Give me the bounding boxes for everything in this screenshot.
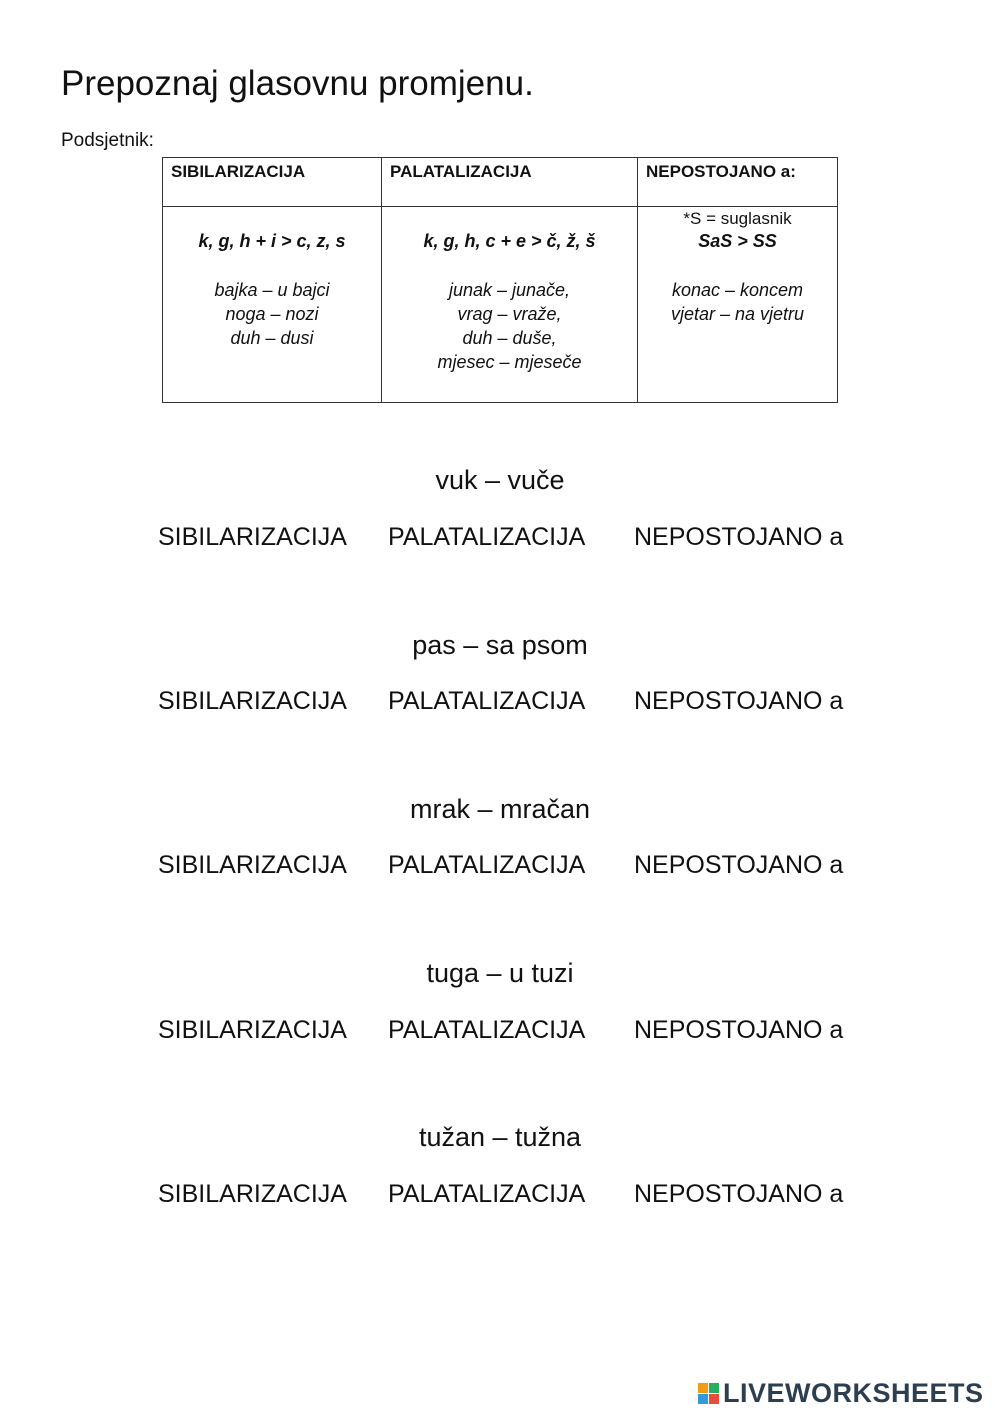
option-nepostojano-a[interactable]: NEPOSTOJANO a: [634, 523, 844, 551]
example: mjesec – mjeseče: [437, 352, 582, 372]
liveworksheets-logo[interactable]: [698, 1378, 984, 1409]
col-header-sibilarizacija: SIBILARIZACIJA: [163, 158, 382, 207]
logo-text: LIVEWORKSHEETS: [723, 1378, 984, 1408]
logo-tile: [698, 1394, 708, 1404]
option-nepostojano-a[interactable]: NEPOSTOJANO a: [634, 851, 844, 879]
rule-text: k, g, h, c + e > č, ž, š: [423, 231, 596, 251]
page-title: Prepoznaj glasovnu promjenu.: [61, 64, 534, 103]
example: vrag – vraže,: [457, 304, 562, 324]
note-text: *S = suglasnik: [683, 209, 792, 228]
option-sibilarizacija[interactable]: SIBILARIZACIJA: [158, 851, 347, 879]
question-word: mrak – mračan: [409, 794, 591, 824]
liveworksheets-grid-icon: [698, 1383, 719, 1404]
rule-text: k, g, h + i > c, z, s: [198, 231, 346, 251]
logo-tile: [698, 1383, 708, 1393]
col-header-nepostojano: NEPOSTOJANO a:: [638, 158, 838, 207]
reminder-label: Podsjetnik:: [61, 130, 154, 151]
option-nepostojano-a[interactable]: NEPOSTOJANO a: [634, 687, 844, 715]
question-word: pas – sa psom: [412, 630, 588, 660]
col-body-sibilarizacija: [163, 207, 382, 403]
logo-tile: [709, 1383, 719, 1393]
example: junak – junače,: [448, 280, 571, 300]
col-body-nepostojano: [638, 207, 838, 403]
example: konac – koncem: [671, 280, 804, 300]
option-sibilarizacija[interactable]: SIBILARIZACIJA: [158, 523, 347, 551]
col-header-palatalizacija: PALATALIZACIJA: [382, 158, 638, 207]
question-word: tužan – tužna: [418, 1122, 582, 1152]
option-palatalizacija[interactable]: PALATALIZACIJA: [388, 523, 586, 551]
option-palatalizacija[interactable]: PALATALIZACIJA: [388, 851, 586, 879]
option-sibilarizacija[interactable]: SIBILARIZACIJA: [158, 687, 347, 715]
example: noga – nozi: [225, 304, 319, 324]
example: vjetar – na vjetru: [670, 304, 805, 324]
option-sibilarizacija[interactable]: SIBILARIZACIJA: [158, 1016, 347, 1044]
option-palatalizacija[interactable]: PALATALIZACIJA: [388, 1180, 586, 1208]
example: duh – dusi: [230, 328, 314, 348]
option-nepostojano-a[interactable]: NEPOSTOJANO a: [634, 1016, 844, 1044]
option-nepostojano-a[interactable]: NEPOSTOJANO a: [634, 1180, 844, 1208]
example: bajka – u bajci: [214, 280, 330, 300]
option-palatalizacija[interactable]: PALATALIZACIJA: [388, 1016, 586, 1044]
rule-text: SaS > SS: [698, 231, 777, 251]
option-palatalizacija[interactable]: PALATALIZACIJA: [388, 687, 586, 715]
example: duh – duše,: [462, 328, 557, 348]
col-body-palatalizacija: [382, 207, 638, 403]
reference-table: [162, 157, 838, 403]
question-word: tuga – u tuzi: [426, 958, 574, 988]
logo-tile: [709, 1394, 719, 1404]
option-sibilarizacija[interactable]: SIBILARIZACIJA: [158, 1180, 347, 1208]
question-word: vuk – vuče: [435, 465, 565, 495]
